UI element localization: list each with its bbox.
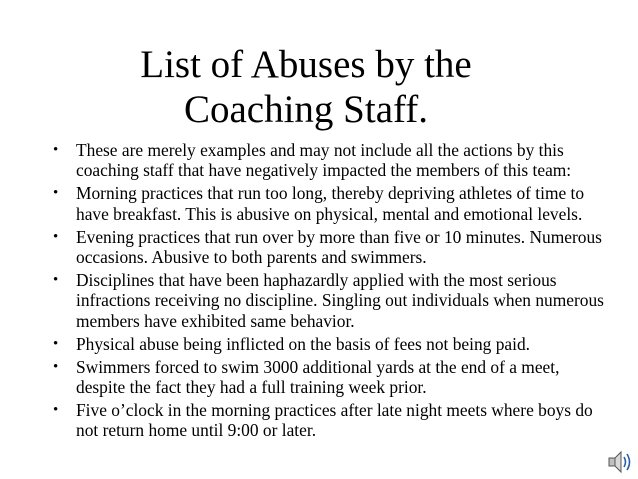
bullet-text: Evening practices that run over by more than five or 10 minutes. Numerous occasions. Abusive to both parents and swimmers. (76, 226, 602, 268)
bullet-item (53, 400, 613, 441)
bullet-marker: • (53, 142, 59, 158)
slide-title-line-1: List of Abuses by the (140, 43, 472, 86)
bullet-marker: • (53, 401, 59, 418)
bullet-marker: • (53, 185, 59, 202)
bullet-text: Swimmers forced to swim 3000 additional yards at the end of a meet, despite the fact they had a full training week prior. (76, 356, 560, 397)
slide-title-line-2: Coaching Staff. (183, 88, 429, 131)
bullet-text: Morning practices that run too long, thereby depriving athletes of time to have breakfast. This is abusive on physical, mental and emotional levels. (76, 183, 585, 224)
bullet-text: These are merely examples and may not include all the actions by this coaching staff that have negatively impacted the members of this team: (76, 140, 572, 181)
bullet-text: Physical abuse being inflicted on the basis of fees not being paid. (76, 333, 530, 354)
speaker-icon[interactable] (607, 448, 633, 476)
bullet-item (53, 140, 613, 181)
bullet-item (53, 357, 613, 398)
bullet-marker: • (53, 335, 59, 352)
bullet-marker: • (53, 271, 59, 288)
bullet-marker: • (53, 228, 59, 245)
bullet-item (53, 183, 613, 224)
bullet-list (53, 140, 613, 443)
speaker-icon-graphic (607, 448, 633, 476)
bullet-text: Five o’clock in the morning practices after late night meets where boys do not return home until 9:00 or later. (76, 399, 593, 441)
bullet-item (53, 334, 613, 354)
bullet-item (53, 270, 613, 331)
bullet-text: Disciplines that have been haphazardly applied with the most serious infractions receiving no discipline. Singling out individuals when numerous members have exhibited same behavior. (76, 269, 604, 331)
bullet-marker: • (53, 358, 59, 375)
bullet-item (53, 227, 613, 268)
slide-title (0, 42, 612, 132)
